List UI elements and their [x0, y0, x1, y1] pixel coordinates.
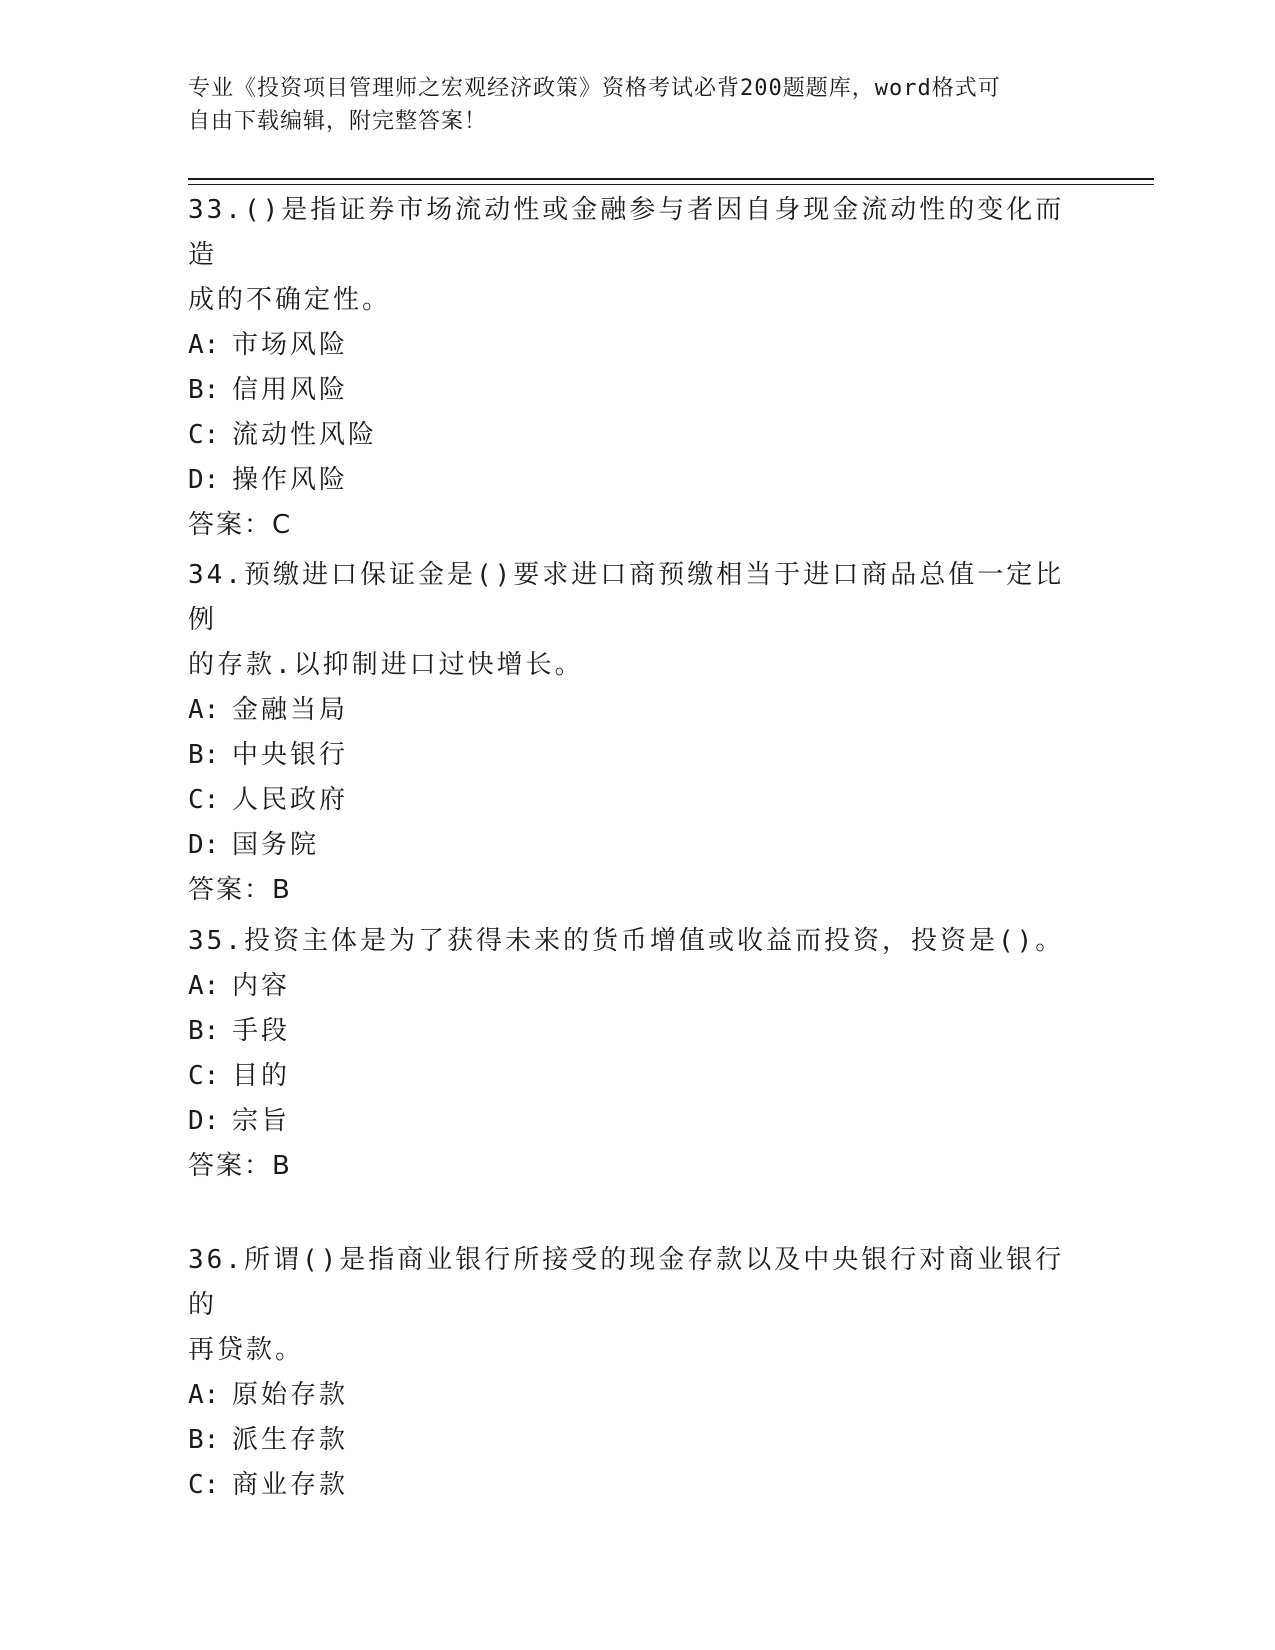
option-key: D: [188, 830, 220, 860]
header-line-1: 专业《投资项目管理师之宏观经济政策》资格考试必背200题题库，word格式可 [188, 76, 1001, 101]
option-b [188, 368, 1088, 413]
option-text: 中央银行 [232, 740, 349, 770]
option-text: 信用风险 [232, 375, 349, 405]
answer-line: 答案：C [188, 510, 293, 540]
option-a [188, 1373, 1088, 1418]
answer-line: 答案：B [188, 875, 292, 905]
option-key: C: [188, 785, 220, 815]
question-stem-line: 成的不确定性。 [188, 285, 392, 315]
option-text: 商业存款 [232, 1470, 349, 1500]
question-33 [188, 188, 1088, 548]
option-d [188, 458, 1088, 503]
question-stem-line: 36.所谓()是指商业银行所接受的现金存款以及中央银行对商业银行的 [188, 1245, 1065, 1320]
option-key: A: [188, 971, 220, 1001]
answer-line: 答案：B [188, 1151, 292, 1181]
option-text: 派生存款 [232, 1425, 349, 1455]
option-text: 手段 [232, 1016, 291, 1046]
option-key: B: [188, 1016, 220, 1046]
option-key: A: [188, 330, 220, 360]
option-key: D: [188, 1106, 220, 1136]
header-rule-thin [188, 184, 1154, 185]
option-text: 目的 [232, 1061, 291, 1091]
option-d [188, 823, 1088, 868]
option-key: B: [188, 1425, 220, 1455]
option-key: A: [188, 695, 220, 725]
option-text: 国务院 [232, 830, 320, 860]
option-a [188, 323, 1088, 368]
option-key: C: [188, 1470, 220, 1500]
option-a [188, 688, 1088, 733]
option-a [188, 964, 1088, 1009]
option-text: 人民政府 [232, 785, 349, 815]
option-d [188, 1099, 1088, 1144]
option-key: C: [188, 420, 220, 450]
question-stem-line: 33.()是指证券市场流动性或金融参与者因自身现金流动性的变化而造 [188, 195, 1065, 270]
option-key: B: [188, 375, 220, 405]
document-header [188, 72, 1088, 138]
option-text: 市场风险 [232, 330, 349, 360]
option-c [188, 413, 1088, 458]
option-text: 流动性风险 [232, 420, 378, 450]
question-stem-line: 34.预缴进口保证金是()要求进口商预缴相当于进口商品总值一定比例 [188, 560, 1065, 635]
question-stem-line: 再贷款。 [188, 1335, 305, 1365]
option-text: 内容 [232, 971, 291, 1001]
header-rule-thick [188, 178, 1154, 180]
option-key: D: [188, 465, 220, 495]
option-b [188, 1418, 1088, 1463]
header-line-2: 自由下载编辑，附完整答案！ [188, 109, 488, 134]
question-34 [188, 553, 1088, 913]
option-c [188, 1054, 1088, 1099]
question-stem-line: 的存款.以抑制进口过快增长。 [188, 650, 584, 680]
option-text: 宗旨 [232, 1106, 291, 1136]
option-text: 操作风险 [232, 465, 349, 495]
question-35 [188, 919, 1088, 1189]
option-key: C: [188, 1061, 220, 1091]
question-stem-line: 35.投资主体是为了获得未来的货币增值或收益而投资，投资是()。 [188, 926, 1065, 956]
option-c [188, 1463, 1088, 1508]
question-36 [188, 1238, 1088, 1508]
option-text: 原始存款 [232, 1380, 349, 1410]
option-b [188, 1009, 1088, 1054]
option-c [188, 778, 1088, 823]
option-key: A: [188, 1380, 220, 1410]
option-text: 金融当局 [232, 695, 349, 725]
option-key: B: [188, 740, 220, 770]
option-b [188, 733, 1088, 778]
